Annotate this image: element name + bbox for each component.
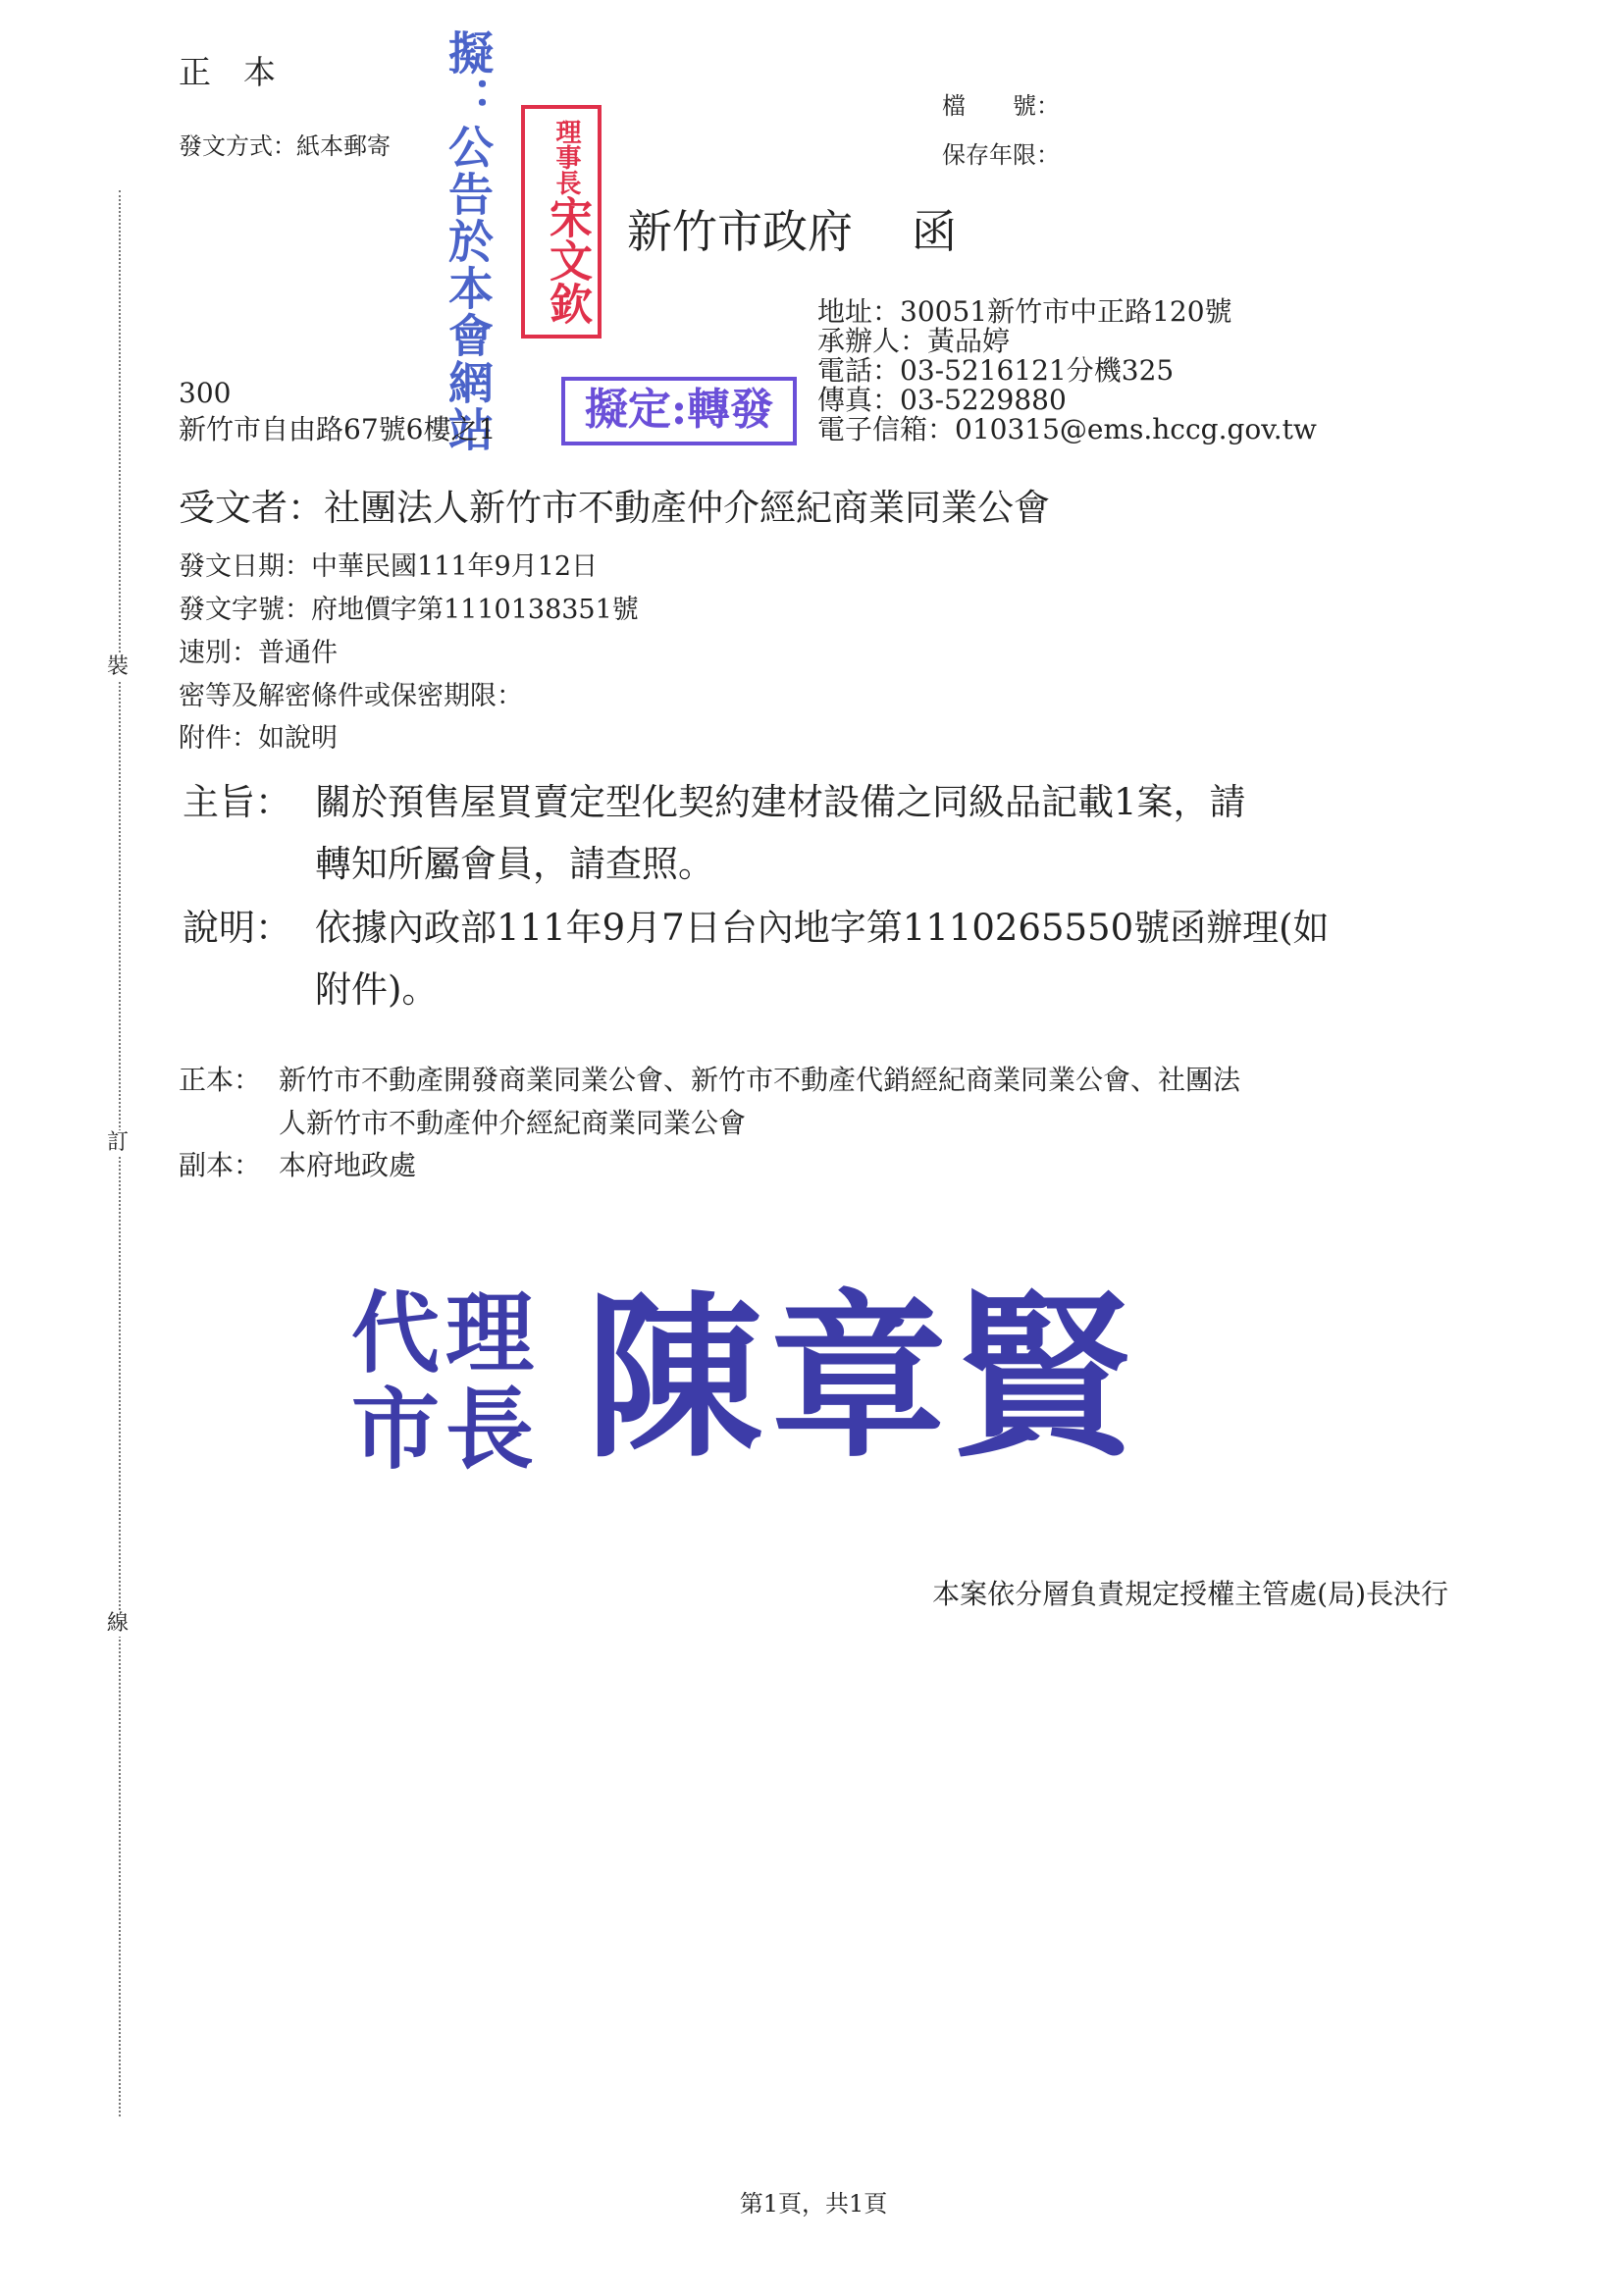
- original-recipients-line-1: 新竹市不動產開發商業同業公會、新竹市不動產代銷經紀商業同業公會、社團法: [279, 1064, 1241, 1096]
- contact-fax: 傳真：03-5229880: [817, 384, 1067, 416]
- signature-name-stamp: 陳章賢: [586, 1275, 1140, 1482]
- recipient-street: 新竹市自由路67號6樓之1: [179, 413, 497, 445]
- copy-type: 正 本: [179, 53, 276, 91]
- explanation-line-1: 依據內政部111年9月7日台內地字第1110265550號函辦理(如: [315, 907, 1330, 949]
- postal-code: 300: [179, 377, 232, 409]
- confidentiality: 密等及解密條件或保密期限：: [179, 681, 523, 711]
- document-type: 函: [912, 205, 957, 258]
- explanation-label: 說明：: [183, 907, 291, 949]
- attachment: 附件：如說明: [179, 723, 338, 754]
- document-title: [627, 196, 957, 261]
- original-recipients-line-2: 人新竹市不動產仲介經紀商業同業公會: [279, 1107, 747, 1139]
- contact-email: 電子信箱：010315@ems.hccg.gov.tw: [817, 413, 1317, 445]
- subject-line-2: 轉知所屬會員，請查照。: [315, 843, 714, 885]
- contact-phone: 電話：03-5216121分機325: [817, 354, 1175, 387]
- urgency: 速別：普通件: [179, 638, 338, 668]
- publish-stamp: 擬：公告於本會網站: [442, 29, 495, 453]
- send-method: 發文方式：紙本郵寄: [179, 132, 391, 160]
- binding-mark-zhuang: 裝: [107, 654, 130, 679]
- chairman-seal: [521, 105, 602, 339]
- document-number: 發文字號：府地價字第1110138351號: [179, 595, 639, 625]
- contact-handler: 承辦人：黃品婷: [817, 325, 1011, 357]
- authorization-note: 本案依分層負責規定授權主管處(局)長決行: [932, 1578, 1448, 1610]
- copy-recipients-label: 副本：: [179, 1149, 262, 1181]
- chairman-seal-name: 宋文欽: [542, 195, 592, 325]
- file-number-label: 檔 號：: [942, 92, 1060, 120]
- explanation-line-2: 附件)。: [315, 968, 439, 1011]
- signature-title-stamp: 代理市長: [351, 1281, 540, 1482]
- binding-mark-ding: 訂: [107, 1130, 130, 1155]
- subject-label: 主旨：: [183, 781, 291, 823]
- copy-recipients-value: 本府地政處: [279, 1149, 417, 1181]
- contact-block: [817, 297, 1317, 444]
- page-footer: 第1頁，共1頁: [739, 2190, 888, 2218]
- contact-address: 地址：30051新竹市中正路120號: [817, 295, 1232, 328]
- issue-date: 發文日期：中華民國111年9月12日: [179, 551, 599, 582]
- chairman-seal-title: 理事長: [551, 119, 581, 195]
- binding-mark-xian: 線: [107, 1611, 130, 1636]
- agency-name: 新竹市政府: [627, 205, 853, 258]
- subject-line-1: 關於預售屋買賣定型化契約建材設備之同級品記載1案，請: [315, 781, 1246, 823]
- original-recipients-label: 正本：: [179, 1064, 262, 1096]
- retention-label: 保存年限：: [942, 141, 1060, 169]
- recipient: 受文者：社團法人新竹市不動產仲介經紀商業同業公會: [179, 487, 1050, 529]
- forward-stamp: 擬定:轉發: [561, 377, 797, 445]
